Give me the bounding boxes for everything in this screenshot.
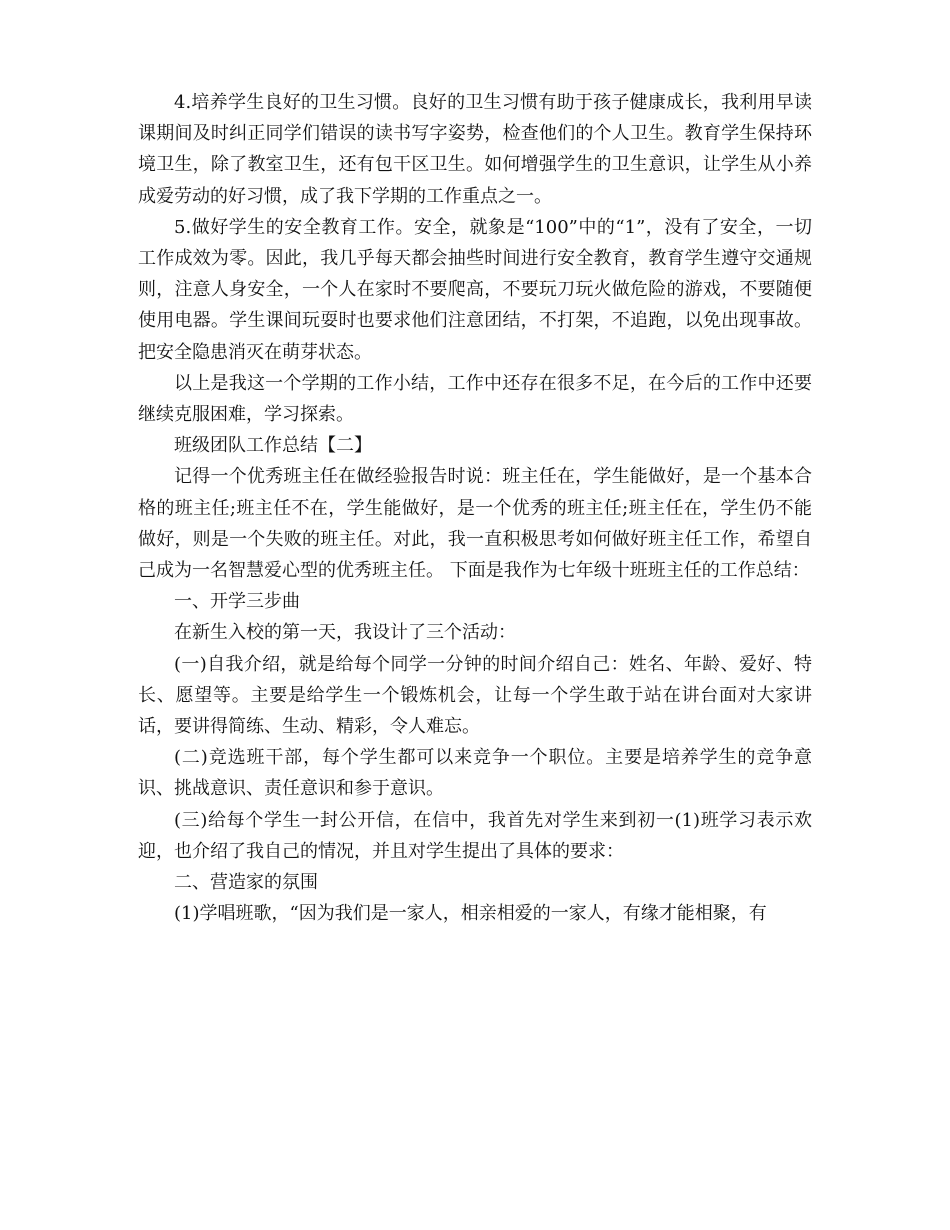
paragraph-class-cadre-election: (二)竞选班干部，每个学生都可以来竞争一个职位。主要是培养学生的竞争意识、挑战意识、责任意识和参于意识。 xyxy=(138,747,812,800)
paragraph-first-day-activities: 在新生入校的第一天，我设计了三个活动： xyxy=(174,622,516,644)
section-heading-opening-steps: 一、开学三步曲 xyxy=(174,591,300,613)
paragraph-head-teacher-quote: 记得一个优秀班主任在做经验报告时说：班主任在，学生能做好，是一个基本合格的班主任;班主任不在，学生能做好，是一个优秀的班主任;班主任在，学生仍不能做好，则是一个失败的班主任。对此，我一直积极思考如何做好班主任工作，希望自己成为一名智慧爱心型的优秀班主任。 下面是我作为七年级十班班主任的工作总结： xyxy=(138,466,812,582)
paragraph-hygiene-habits: 4.培养学生良好的卫生习惯。良好的卫生习惯有助于孩子健康成长，我利用早读课期间及时纠正同学们错误的读书写字姿势，检查他们的个人卫生。教育学生保持环境卫生，除了教室卫生，还有包干区卫生。如何增强学生的卫生意识，让学生从小养成爱劳动的好习惯，成了我下学期的工作重点之一。 xyxy=(138,92,812,207)
paragraph-open-letter: (三)给每个学生一封公开信，在信中，我首先对学生来到初一(1)班学习表示欢迎，也介绍了我自己的情况，并且对学生提出了具体的要求： xyxy=(138,809,812,862)
paragraph-safety-education: 5.做好学生的安全教育工作。安全，就象是“100”中的“1”，没有了安全，一切工作成效为零。因此，我几乎每天都会抽些时间进行安全教育，教育学生遵守交通规则，注意人身安全，一个人在家时不要爬高，不要玩刀玩火做危险的游戏，不要随便使用电器。学生课间玩耍时也要求他们注意团结，不打架，不追跑，以免出现事故。把安全隐患消灭在萌芽状态。 xyxy=(138,216,812,363)
paragraph-class-song: (1)学唱班歌，“因为我们是一家人，相亲相爱的一家人，有缘才能相聚，有 xyxy=(174,903,767,925)
paragraph-semester-summary: 以上是我这一个学期的工作小结，工作中还存在很多不足，在今后的工作中还要继续克服困难，学习探索。 xyxy=(138,372,812,426)
section-heading-family-atmosphere: 二、营造家的氛围 xyxy=(174,872,318,894)
document-body xyxy=(138,87,812,929)
section-heading-summary-two: 班级团队工作总结【二】 xyxy=(174,435,372,457)
paragraph-self-introduction: (一)自我介绍，就是给每个同学一分钟的时间介绍自己：姓名、年龄、爱好、特长、愿望等。主要是给学生一个锻炼机会，让每一个学生敢于站在讲台面对大家讲话，要讲得简练、生动、精彩，令人难忘。 xyxy=(138,653,812,738)
